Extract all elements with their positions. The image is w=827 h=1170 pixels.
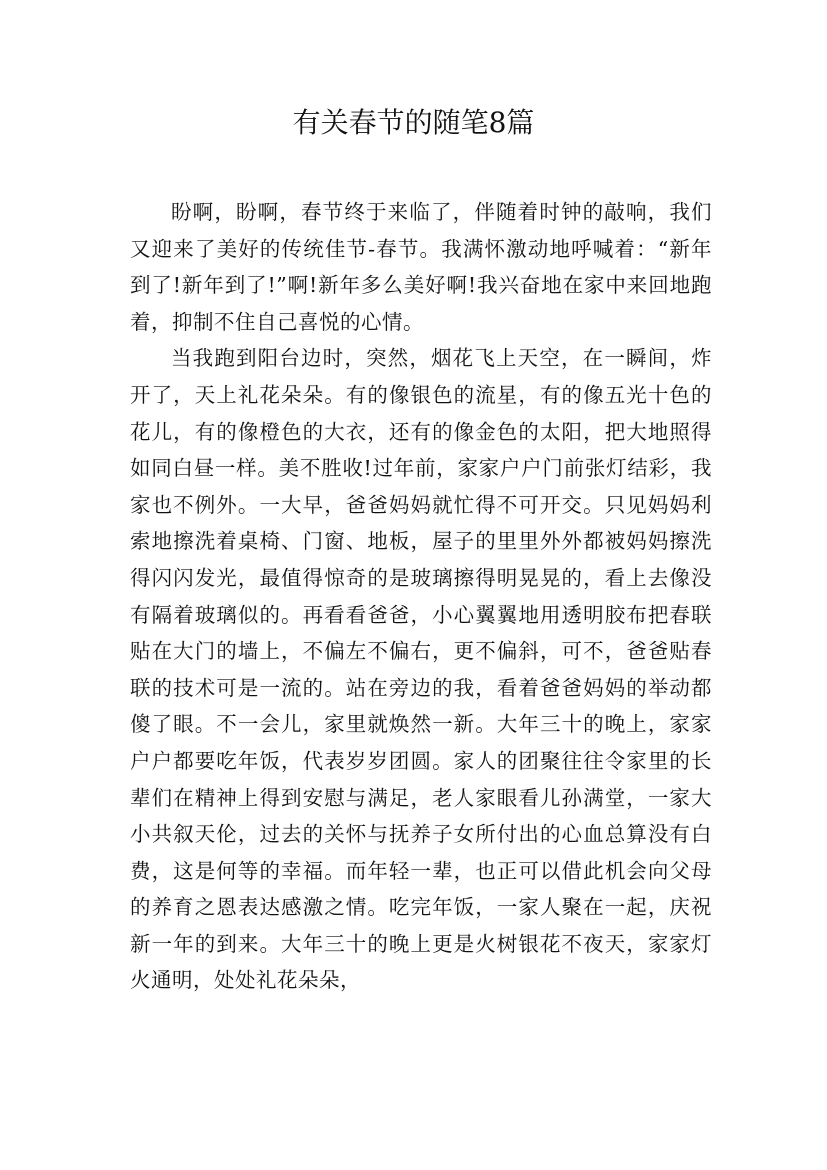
document-body (130, 194, 712, 999)
paragraph-2: 当我跑到阳台边时，突然，烟花飞上天空，在一瞬间，炸开了，天上礼花朵朵。有的像银色的流星，有的像五光十色的花儿，有的像橙色的大衣，还有的像金色的太阳，把大地照得如同白昼一样。美不胜收!过年前，家家户户门前张灯结彩，我家也不例外。一大早，爸爸妈妈就忙得不可开交。只见妈妈利索地擦洗着桌椅、门窗、地板，屋子的里里外外都被妈妈擦洗得闪闪发光，最值得惊奇的是玻璃擦得明晃晃的，看上去像没有隔着玻璃似的。再看看爸爸，小心翼翼地用透明胶布把春联贴在大门的墙上，不偏左不偏右，更不偏斜，可不，爸爸贴春联的技术可是一流的。站在旁边的我，看着爸爸妈妈的举动都傻了眼。不一会儿，家里就焕然一新。大年三十的晚上，家家户户都要吃年饭，代表岁岁团圆。家人的团聚往往令家里的长辈们在精神上得到安慰与满足，老人家眼看儿孙满堂，一家大小共叙天伦，过去的关怀与抚养子女所付出的心血总算没有白费，这是何等的幸福。而年轻一辈，也正可以借此机会向父母的养育之恩表达感激之情。吃完年饭，一家人聚在一起，庆祝新一年的到来。大年三十的晚上更是火树银花不夜天，家家灯火通明，处处礼花朵朵， (130, 346, 712, 993)
paragraph-1: 盼啊，盼啊，春节终于来临了，伴随着时钟的敲响，我们又迎来了美好的传统佳节-春节。我满怀激动地呼喊着：“新年到了!新年到了!”啊!新年多么美好啊!我兴奋地在家中来回地跑着，抑制不住自己喜悦的心情。 (130, 200, 712, 334)
document-title: 有关春节的随笔8篇 (292, 106, 535, 139)
